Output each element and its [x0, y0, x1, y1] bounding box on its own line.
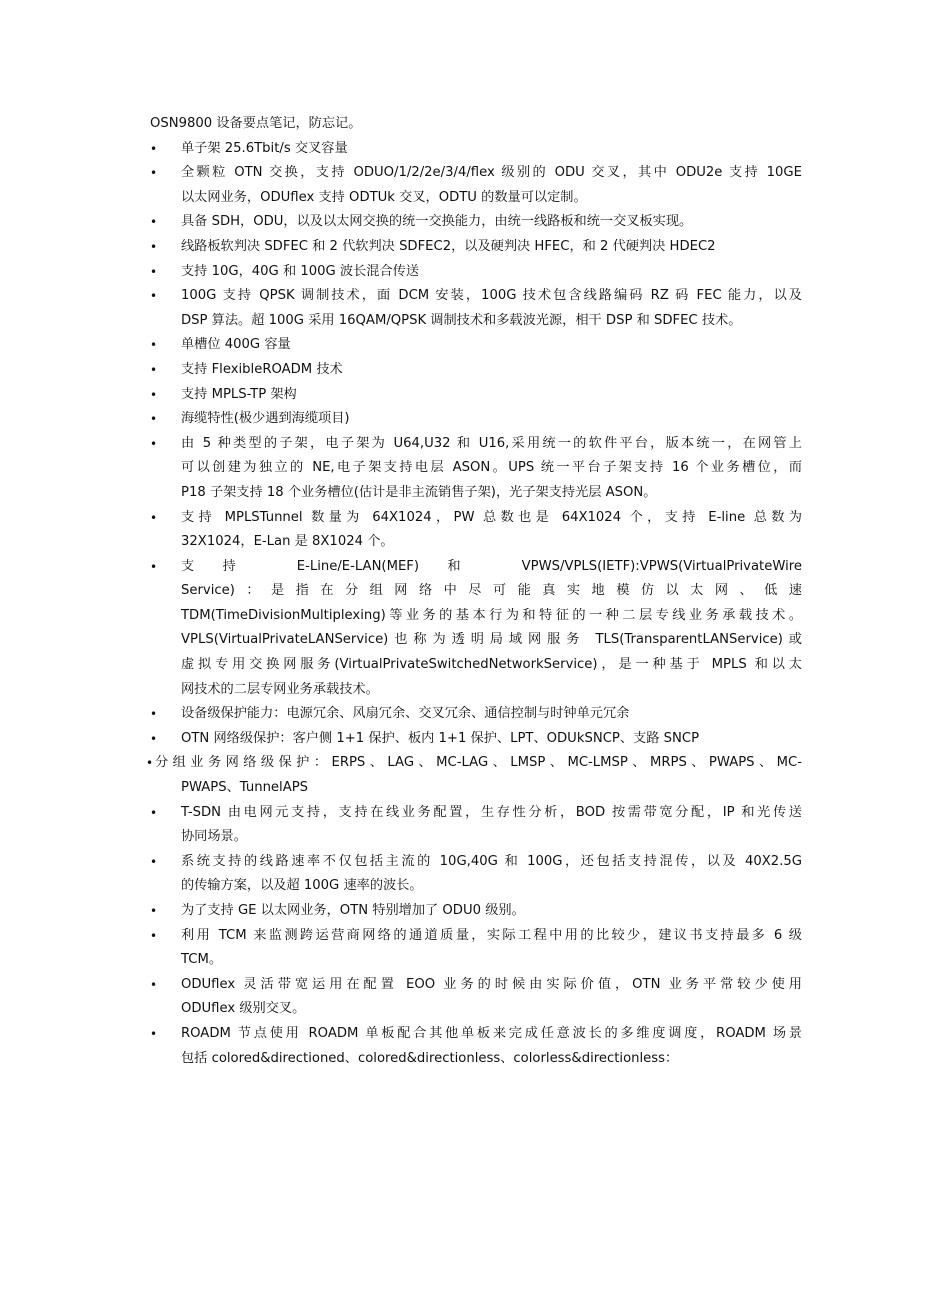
list-item-line: 支持 MPLS-TP 架构 — [181, 386, 297, 402]
bullet-marker: • — [150, 215, 158, 230]
list-item-line: PWAPS、TunnelAPS — [181, 780, 309, 796]
list-item-line: 利用 TCM 来监测跨运营商网络的通道质量，实际工程中用的比较少，建议书支持最多 6 级 — [181, 927, 802, 943]
list-item — [150, 727, 802, 752]
bullet-marker: • — [150, 707, 158, 722]
bullet-marker: • — [150, 928, 158, 943]
list-item-line: 以太网业务，ODUflex 支持 ODTUk 交叉，ODTU 的数量可以定制。 — [181, 189, 587, 205]
list-item — [150, 973, 802, 1022]
list-item — [150, 506, 802, 555]
list-item — [150, 235, 802, 260]
list-item-line: Service)：是指在分组网络中尽可能真实地模仿以太网、低速 — [181, 583, 802, 599]
bullet-marker: • — [150, 904, 158, 918]
bullet-marker: • — [150, 141, 158, 156]
list-item-line: 具备 SDH，ODU，以及以太网交换的统一交换能力，由统一线路板和统一交叉板实现。 — [181, 214, 693, 230]
list-item — [150, 161, 802, 210]
list-item — [150, 284, 802, 333]
list-item-line: 为了支持 GE 以太网业务，OTN 特别增加了 ODU0 级别。 — [181, 903, 525, 918]
bullet-marker: • — [150, 362, 158, 377]
list-item — [150, 383, 802, 408]
bullet-marker: • — [150, 264, 158, 279]
list-item — [150, 333, 802, 358]
list-item-line: 虚拟专用交换网服务(VirtualPrivateSwitchedNetworkService)，是一种基于 MPLS 和以太 — [181, 657, 802, 673]
list-item — [150, 432, 802, 506]
list-item-line: 的传输方案，以及超 100G 速率的波长。 — [181, 878, 423, 894]
bullet-marker: • — [150, 166, 158, 181]
list-item-line: OTN 网络级保护：客户侧 1+1 保护、板内 1+1 保护、LPT、ODUkSNCP、支路 SNCP — [181, 730, 700, 746]
bullet-marker: • — [150, 559, 158, 574]
list-item-line: 全颗粒 OTN 交换，支持 ODUO/1/2/2e/3/4/flex 级别的 ODU 交叉，其中 ODU2e 支持 10GE — [181, 165, 802, 181]
list-item — [150, 801, 802, 850]
list-item-line: 协同场景。 — [181, 829, 247, 845]
bullet-marker: • — [150, 1026, 158, 1041]
bullet-marker: • — [150, 412, 158, 427]
bullet-marker: • — [150, 289, 158, 304]
bullet-marker: • — [150, 239, 158, 254]
bullet-marker: • — [150, 510, 158, 525]
list-item-line: ODUflex 级别交叉。 — [181, 1001, 306, 1017]
list-item-line: P18 子架支持 18 个业务槽位(估计是非主流销售子架)，光子架支持光层 ASON。 — [181, 484, 657, 500]
bullet-marker: • — [150, 436, 158, 451]
list-item-line: 单子架 25.6Tbit/s 交叉容量 — [181, 140, 348, 156]
list-item — [150, 702, 802, 727]
list-item-line: 支持 10G，40G 和 100G 波长混合传送 — [181, 263, 420, 279]
list-item-line: 支持 FlexibleROADM 技术 — [181, 361, 343, 377]
list-item — [150, 850, 802, 899]
list-item-line: 由 5 种类型的子架，电子架为 U64,U32 和 U16,采用统一的软件平台，版本统一，在网管上 — [181, 435, 802, 451]
list-item-line: 系统支持的线路速率不仅包括主流的 10G,40G 和 100G，还包括支持混传，以及 40X2.5G — [181, 853, 802, 869]
bullet-marker: • — [150, 387, 158, 402]
list-item — [150, 555, 802, 703]
list-item — [150, 137, 802, 162]
list-item-line: ROADM 节点使用 ROADM 单板配合其他单板来完成任意波长的多维度调度，ROADM 场景 — [181, 1025, 802, 1041]
list-item-line: DSP 算法。超 100G 采用 16QAM/QPSK 调制技术和多载波光源，相干 DSP 和 SDFEC 技术。 — [181, 312, 742, 328]
list-item-line: 支持 E-Line/E-LAN(MEF)和 VPWS/VPLS(IETF):VPWS(VirtualPrivateWire — [181, 558, 802, 574]
bullet-marker: • — [150, 854, 158, 869]
list-item-line: 网技术的二层专网业务承载技术。 — [181, 681, 379, 697]
bullet-list — [146, 137, 802, 1072]
document-title: OSN9800 设备要点笔记，防忘记。 — [150, 116, 362, 131]
list-item-line: 支持 MPLSTunnel 数量为 64X1024，PW 总数也是 64X1024 个，支持 E-line 总数为 — [181, 509, 802, 525]
list-item — [146, 751, 802, 800]
bullet-marker: • — [146, 756, 154, 771]
list-item-line: 32X1024，E-Lan 是 8X1024 个。 — [181, 534, 394, 550]
list-item-line: ODUflex 灵活带宽运用在配置 EOO 业务的时候由实际价值，OTN 业务平常较少使用 — [181, 976, 802, 992]
list-item-line: 线路板软判决 SDFEC 和 2 代软判决 SDFEC2，以及硬判决 HFEC，和 2 代硬判决 HDEC2 — [181, 238, 716, 254]
list-item — [150, 407, 802, 432]
list-item — [150, 899, 802, 924]
bullet-marker: • — [150, 731, 158, 746]
list-item-line: 单槽位 400G 容量 — [181, 337, 291, 353]
list-item — [150, 924, 802, 973]
list-item-line: VPLS(VirtualPrivateLANService)也称为透明局域网服务 TLS(TransparentLANService)或 — [181, 632, 802, 648]
list-item — [150, 210, 802, 235]
list-item-line: 可以创建为独立的 NE,电子架支持电层 ASON。UPS 统一平台子架支持 16 个业务槽位，而 — [181, 460, 802, 476]
list-item-line: 设备级保护能力：电源冗余、风扇冗余、交叉冗余、通信控制与时钟单元冗余 — [181, 706, 630, 722]
list-item — [150, 260, 802, 285]
list-item — [150, 1022, 802, 1071]
list-item-line: 包括 colored&directioned、colored&directionless、colorless&directionless： — [181, 1050, 679, 1066]
list-item-line: T-SDN 由电网元支持，支持在线业务配置，生存性分析，BOD 按需带宽分配，IP 和光传送 — [181, 804, 802, 820]
list-item-line: 100G 支持 QPSK 调制技术，面 DCM 安装，100G 技术包含线路编码 RZ 码 FEC 能力，以及 — [181, 288, 802, 304]
document-body — [146, 112, 802, 1071]
list-item-line: 海缆特性(极少遇到海缆项目) — [181, 411, 350, 427]
bullet-marker: • — [150, 338, 158, 353]
list-item-line: TCM。 — [181, 952, 223, 968]
list-item — [150, 358, 802, 383]
bullet-marker: • — [150, 805, 158, 820]
bullet-marker: • — [150, 977, 158, 992]
list-item-line: TDM(TimeDivisionMultiplexing)等业务的基本行为和特征的一种二层专线业务承载技术。 — [181, 607, 802, 623]
list-item-line: 分组业务网络级保护：ERPS、LAG、MC-LAG、LMSP、MC-LMSP、MRPS、PWAPS、MC- — [155, 755, 802, 771]
